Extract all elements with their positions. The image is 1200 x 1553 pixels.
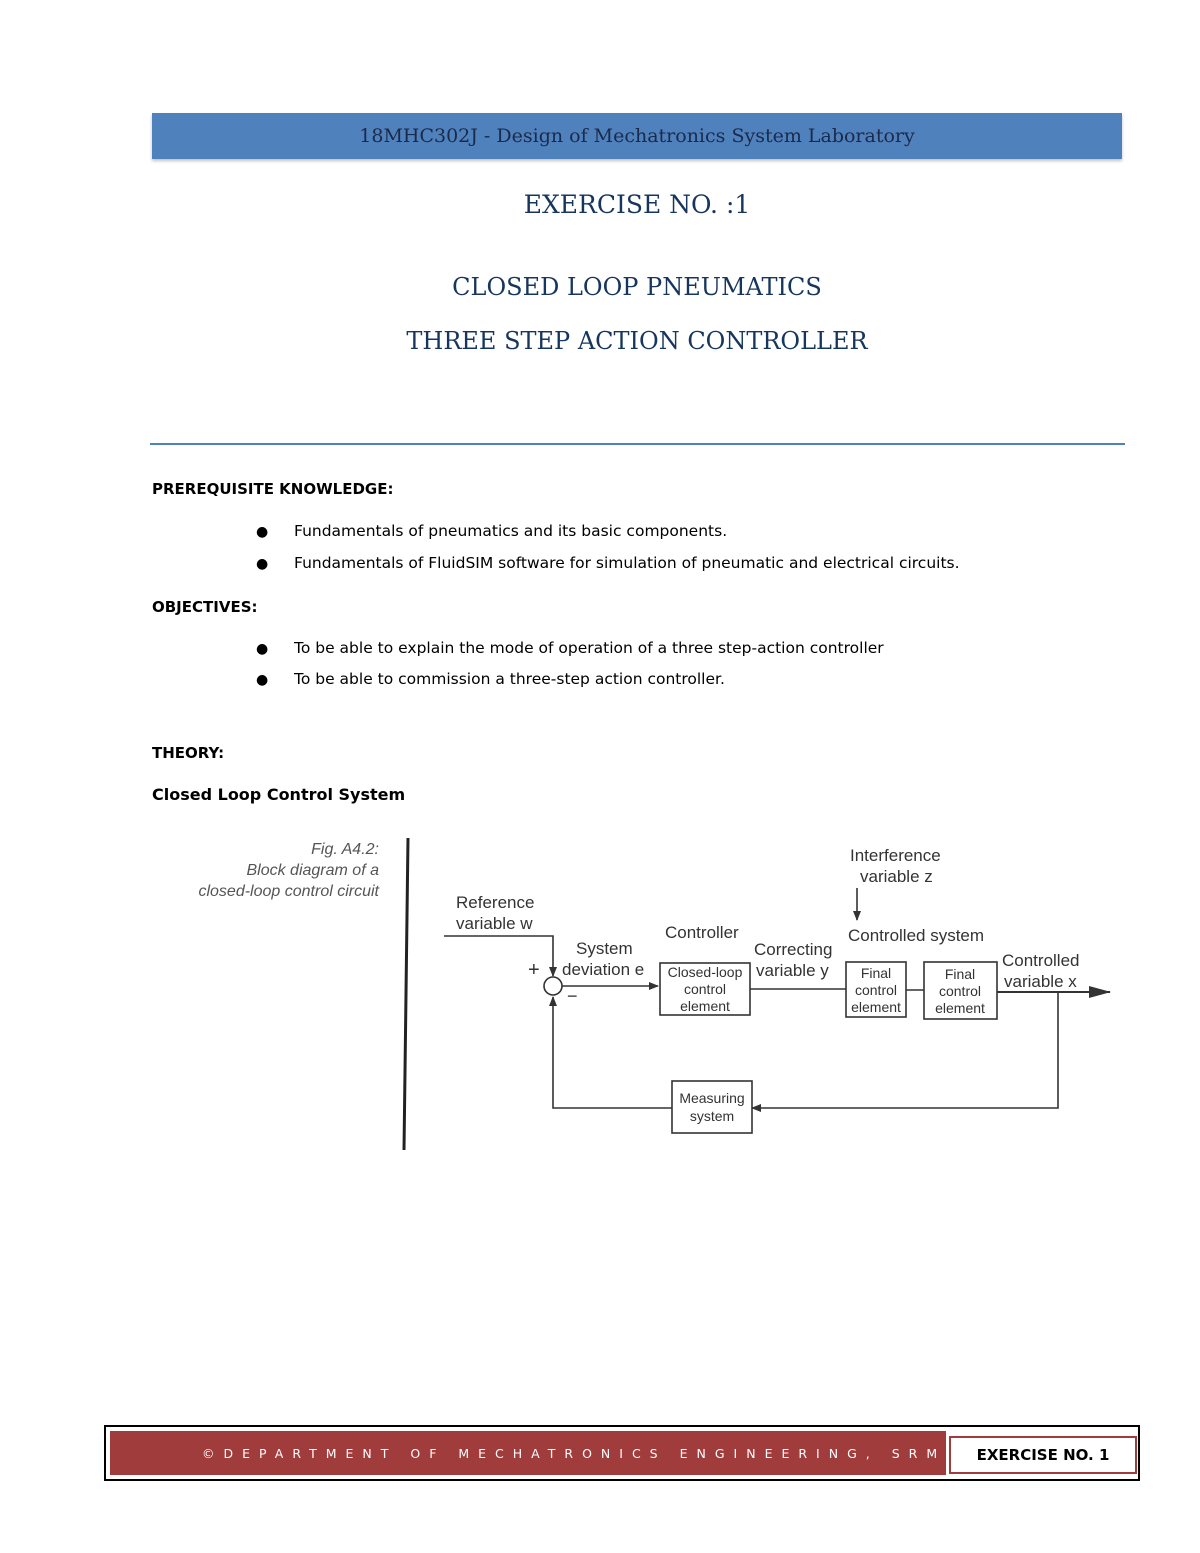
figure-caption-line: Block diagram of a — [246, 862, 379, 879]
final-box-text: element — [851, 999, 901, 1015]
interference-label: variable z — [860, 867, 933, 886]
controller-label: Controller — [665, 923, 739, 942]
summing-junction — [544, 977, 562, 995]
prerequisite-item — [256, 522, 727, 540]
controlled-system-label: Controlled system — [848, 926, 985, 945]
bullet-icon: ● — [256, 641, 269, 657]
figure-caption-line: closed-loop control circuit — [198, 883, 379, 900]
controlled-variable-label: Controlled — [1002, 951, 1080, 970]
objectives-heading: OBJECTIVES: — [152, 598, 258, 616]
feedback-arrow — [553, 997, 672, 1108]
interference-label: Interference — [850, 846, 941, 865]
correcting-label: Correcting — [754, 940, 833, 959]
prerequisite-item-text: Fundamentals of pneumatics and its basic components. — [294, 522, 728, 540]
measuring-system-box — [672, 1081, 752, 1133]
objective-item-text: To be able to explain the mode of operation of a three step-action controller — [294, 639, 884, 657]
controlled-variable-label: variable x — [1004, 972, 1077, 991]
reference-label: Reference — [456, 893, 535, 912]
objective-item — [256, 670, 725, 688]
final-box-text: control — [854, 982, 898, 998]
prerequisite-heading: PREREQUISITE KNOWLEDGE: — [152, 480, 394, 498]
page-footer — [104, 1425, 1140, 1481]
block-diagram — [160, 828, 1120, 1158]
reference-label: variable w — [456, 914, 533, 933]
controller-box-text: element — [680, 998, 730, 1014]
prerequisite-item-text: Fundamentals of FluidSIM software for simulation of pneumatic and electrical circuits. — [294, 554, 960, 572]
final-box-text: Final — [860, 965, 892, 981]
deviation-label: System — [576, 939, 633, 958]
prerequisite-item — [256, 554, 960, 572]
title-divider — [150, 443, 1125, 445]
footer-department-text: ©DEPARTMENT OF MECHATRONICS ENGINEERING, SRMIST — [202, 1445, 993, 1461]
final-box-text: Final — [944, 966, 976, 982]
minus-sign: − — [567, 986, 578, 1006]
objective-item — [256, 639, 884, 657]
measuring-box-text: Measuring — [679, 1090, 745, 1106]
exercise-title: CLOSED LOOP PNEUMATICS — [452, 273, 822, 301]
controller-box-text: Closed-loop — [667, 964, 743, 980]
bullet-icon: ● — [256, 524, 269, 540]
exercise-number: EXERCISE NO. :1 — [523, 190, 751, 219]
theory-heading: THEORY: — [152, 744, 225, 762]
final-box-text: control — [938, 983, 982, 999]
measuring-box-text: system — [689, 1108, 735, 1124]
final-box-text: element — [935, 1000, 985, 1016]
course-banner — [152, 113, 1122, 159]
footer-department-band — [110, 1431, 993, 1475]
bullet-icon: ● — [256, 556, 269, 572]
controller-box-text: control — [683, 981, 727, 997]
correcting-label: variable y — [756, 961, 829, 980]
theory-subheading: Closed Loop Control System — [152, 785, 406, 804]
exercise-subtitle: THREE STEP ACTION CONTROLLER — [406, 327, 868, 355]
plus-sign: + — [528, 959, 540, 981]
figure-caption-line: Fig. A4.2: — [311, 841, 379, 858]
footer-exercise-tag: EXERCISE NO. 1 — [949, 1436, 1137, 1474]
bullet-icon: ● — [256, 672, 269, 688]
course-title: 18MHC302J - Design of Mechatronics System Laboratory — [359, 125, 915, 147]
deviation-label: deviation e — [562, 960, 645, 979]
objective-item-text: To be able to commission a three-step action controller. — [294, 670, 725, 688]
caption-divider — [404, 838, 408, 1150]
